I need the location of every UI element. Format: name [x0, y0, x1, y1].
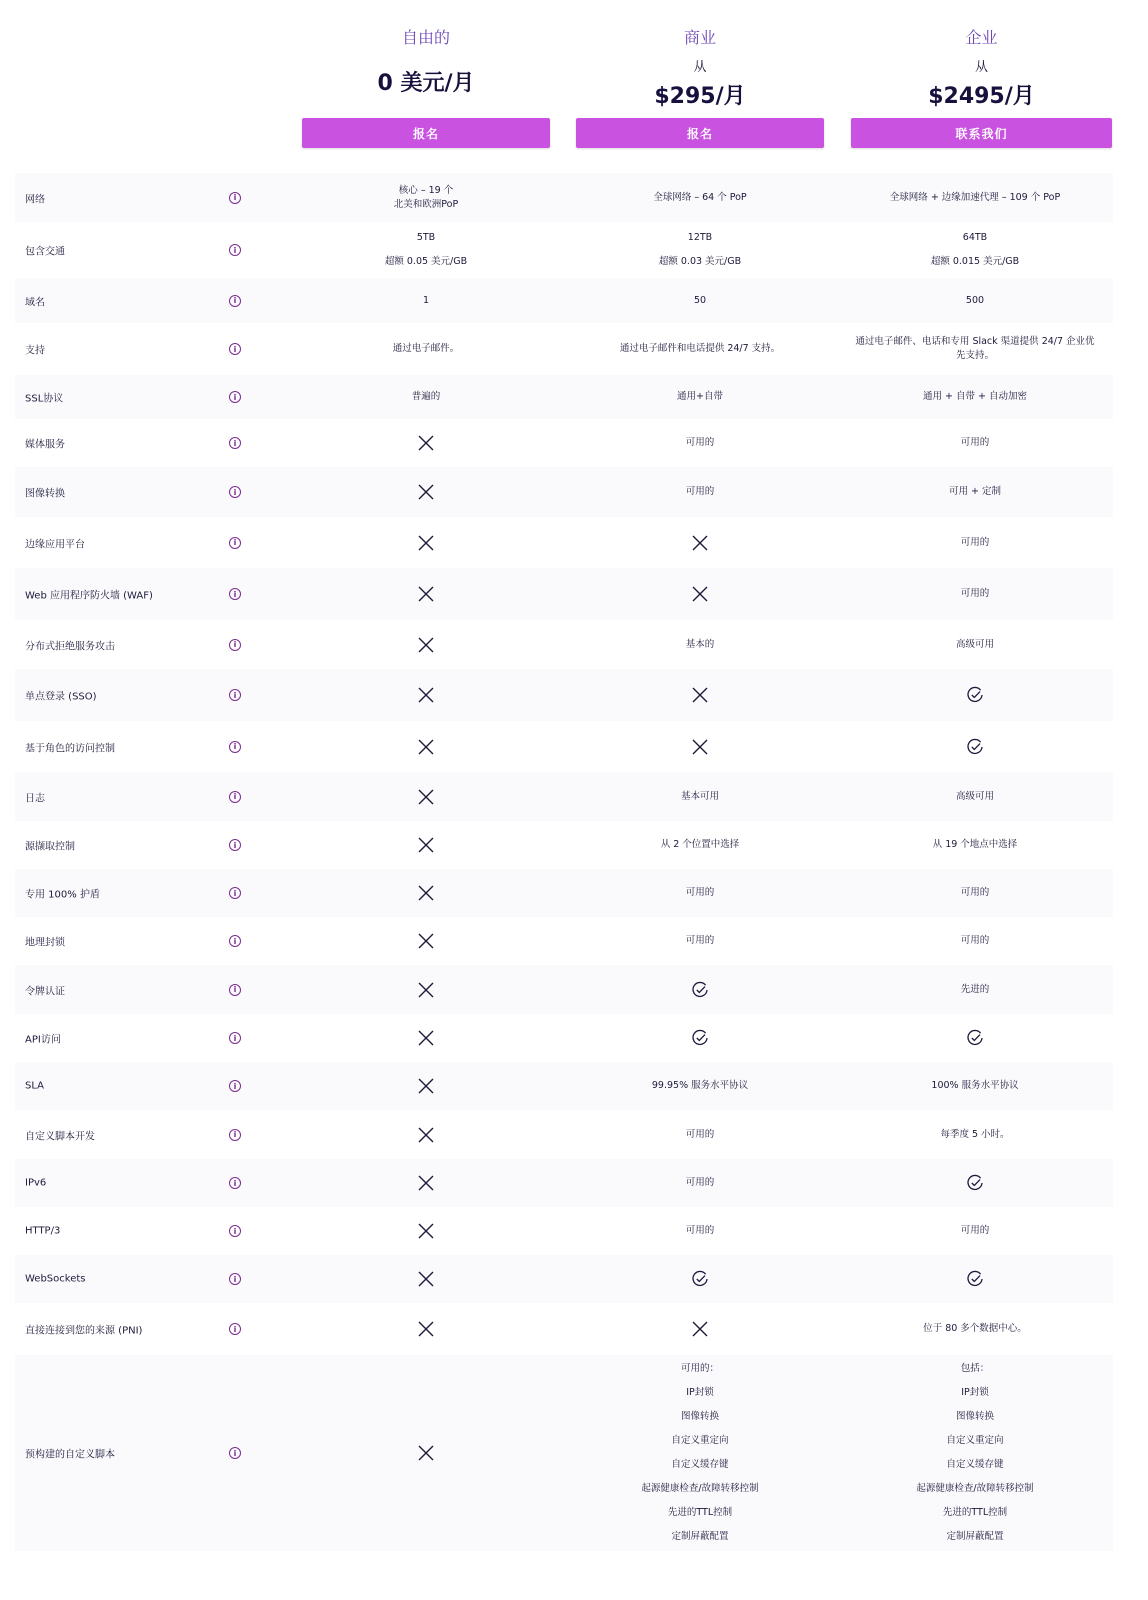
- cell-text: 50: [693, 294, 707, 306]
- plan-cell: [302, 965, 550, 1014]
- cell-text: 可用的: [685, 1128, 715, 1140]
- cross-icon: [417, 686, 435, 704]
- cross-icon: [417, 483, 435, 501]
- cross-icon: [417, 534, 435, 552]
- info-icon[interactable]: i: [229, 1273, 241, 1285]
- cell-text: 可用的: [685, 935, 715, 946]
- plan-cell: [576, 278, 824, 323]
- check-circle-icon: [966, 738, 984, 756]
- info-icon[interactable]: i: [229, 839, 241, 851]
- plan-cell: [302, 517, 550, 568]
- feature-label: 地理封锁: [25, 937, 65, 949]
- cross-icon: [417, 884, 435, 902]
- info-icon[interactable]: i: [229, 192, 241, 204]
- cell-text: 从 19 个地点中选择: [932, 839, 1018, 850]
- info-icon[interactable]: i: [229, 537, 241, 549]
- plan-cell: [845, 1159, 1105, 1207]
- table-row: [15, 1062, 1113, 1110]
- plan-name: 自由的: [401, 28, 450, 47]
- cell-text: 通过电子邮件、电话和专用 Slack 渠道提供 24/7 企业优: [855, 336, 1095, 347]
- plan-cell: [302, 821, 550, 869]
- plan-cell: [576, 419, 824, 467]
- plan-cell: [845, 568, 1105, 620]
- cross-icon: [691, 1320, 709, 1338]
- cross-icon: [691, 686, 709, 704]
- cell-text: 每季度 5 小时。: [940, 1128, 1010, 1140]
- cross-icon: [417, 1270, 435, 1288]
- table-row: [15, 375, 1113, 419]
- table-row: [15, 323, 1113, 375]
- cell-text: 可用的: [960, 536, 990, 548]
- table-row: [15, 917, 1113, 965]
- plan-cell: [302, 323, 550, 375]
- signup-button-free[interactable]: 报名: [302, 118, 550, 148]
- cell-text: 可用的: [685, 486, 715, 497]
- plan-cell: [576, 1355, 824, 1551]
- plan-cell: [845, 1014, 1105, 1062]
- info-icon[interactable]: i: [229, 1323, 241, 1335]
- plan-cell: [302, 1014, 550, 1062]
- cell-text: 图像转换: [680, 1411, 719, 1422]
- plan-cell: [576, 669, 824, 721]
- plan-cell: [576, 620, 824, 669]
- feature-label: SSL协议: [25, 393, 64, 405]
- plan-cell: [576, 721, 824, 772]
- cell-text: 先进的TTL控制: [942, 1507, 1008, 1518]
- cell-text: 自定义重定向: [946, 1435, 1004, 1446]
- check-circle-icon: [966, 1270, 984, 1288]
- cell-text: 可用的: [960, 437, 990, 448]
- plan-cell: [302, 620, 550, 669]
- plan-cell: [302, 1062, 550, 1110]
- plan-cell: [576, 917, 824, 965]
- cell-text: 起源健康检查/故障转移控制: [641, 1483, 759, 1494]
- plan-cell: [302, 1255, 550, 1303]
- table-row: [15, 222, 1113, 278]
- cell-text: 高级可用: [955, 638, 994, 650]
- cell-text: 可用的: [685, 1225, 715, 1236]
- plan-cell: [845, 1355, 1105, 1551]
- cell-text: 先进的: [960, 983, 990, 995]
- cross-icon: [417, 636, 435, 654]
- info-icon[interactable]: i: [229, 791, 241, 803]
- info-icon[interactable]: i: [229, 437, 241, 449]
- plan-free: [302, 0, 550, 160]
- plan-cell: [576, 821, 824, 869]
- cell-text: 可用的：: [680, 1363, 719, 1374]
- cell-text: 可用的: [960, 935, 990, 946]
- plan-price: $295/月: [654, 84, 746, 109]
- feature-label: 单点登录 (SSO): [25, 691, 97, 703]
- cell-text: 图像转换: [955, 1411, 994, 1422]
- info-icon[interactable]: i: [229, 1080, 241, 1092]
- cell-text: 定制屏蔽配置: [671, 1531, 729, 1542]
- plan-cell: [845, 1062, 1105, 1110]
- info-icon[interactable]: i: [229, 984, 241, 996]
- feature-label: 图像转换: [25, 488, 65, 500]
- plan-cell: [576, 1255, 824, 1303]
- cell-text: 全球网络 – 64 个 PoP: [653, 191, 747, 203]
- table-row: [15, 1303, 1113, 1355]
- feature-label: 媒体服务: [25, 439, 65, 451]
- plan-cell: [302, 669, 550, 721]
- plan-cell: [302, 1110, 550, 1159]
- plan-cell: [845, 1207, 1105, 1255]
- cell-text: 通过电子邮件。: [392, 343, 460, 354]
- table-row: [15, 419, 1113, 467]
- cell-text: 从 2 个位置中选择: [660, 839, 740, 850]
- plan-cell: [576, 173, 824, 222]
- cross-icon: [417, 981, 435, 999]
- cell-text: 超额 0.015 美元/GB: [930, 256, 1020, 267]
- cell-text: 普遍的: [411, 391, 441, 402]
- plan-cell: [845, 419, 1105, 467]
- info-icon[interactable]: i: [229, 1177, 241, 1189]
- cell-text: 通用+自带: [677, 391, 723, 402]
- plan-cell: [576, 375, 824, 419]
- contact-us-button[interactable]: 联系我们: [851, 118, 1112, 148]
- plan-cell: [302, 467, 550, 517]
- cell-text: 位于 80 多个数据中心。: [923, 1323, 1027, 1334]
- plan-price: 0 美元/月: [377, 71, 475, 96]
- cross-icon: [417, 1444, 435, 1462]
- cell-text: 先进的TTL控制: [667, 1507, 733, 1518]
- plan-cell: [302, 1207, 550, 1255]
- table-row: [15, 517, 1113, 568]
- cross-icon: [417, 932, 435, 950]
- cross-icon: [417, 434, 435, 452]
- feature-label: 令牌认证: [25, 986, 65, 997]
- plan-cell: [576, 568, 824, 620]
- plan-cell: [576, 1110, 824, 1159]
- plan-cell: [576, 772, 824, 821]
- table-row: [15, 467, 1113, 517]
- plan-name: 商业: [683, 28, 716, 47]
- cross-icon: [417, 1222, 435, 1240]
- plan-from: 从: [974, 60, 988, 75]
- plan-cell: [576, 1159, 824, 1207]
- plan-cell: [845, 669, 1105, 721]
- plan-cell: [302, 869, 550, 917]
- cell-text: 可用的: [960, 1225, 990, 1236]
- feature-label: 边缘应用平台: [25, 539, 85, 550]
- plan-cell: [576, 323, 824, 375]
- cell-text: 可用的: [685, 1177, 715, 1188]
- feature-label: 直接连接到您的来源 (PNI): [25, 1325, 143, 1337]
- plan-cell: [576, 869, 824, 917]
- table-row: [15, 1110, 1113, 1159]
- plan-cell: [302, 721, 550, 772]
- feature-label: Web 应用程序防火墙 (WAF): [25, 590, 153, 602]
- table-row: [15, 278, 1113, 323]
- plan-enterprise: [851, 0, 1112, 160]
- cell-text: 可用的: [685, 887, 715, 898]
- cell-text: 基本的: [685, 638, 715, 650]
- table-row: [15, 1207, 1113, 1255]
- check-circle-icon: [966, 1174, 984, 1192]
- plan-cell: [302, 1303, 550, 1355]
- plan-from: 从: [693, 60, 707, 75]
- plan-cell: [302, 1159, 550, 1207]
- cross-icon: [417, 1077, 435, 1095]
- table-row: [15, 568, 1113, 620]
- feature-comparison-table: [15, 173, 1113, 1551]
- table-row: [15, 669, 1113, 721]
- cell-text: 5TB: [416, 232, 436, 243]
- info-icon[interactable]: i: [229, 1032, 241, 1044]
- plan-cell: [845, 917, 1105, 965]
- cell-text: 包括：: [960, 1363, 990, 1374]
- cell-text: 定制屏蔽配置: [946, 1531, 1004, 1542]
- plan-cell: [302, 917, 550, 965]
- cell-text: 500: [965, 294, 985, 306]
- cross-icon: [417, 1126, 435, 1144]
- info-icon[interactable]: i: [229, 343, 241, 355]
- feature-label: 专用 100% 护盾: [25, 889, 100, 901]
- info-icon[interactable]: i: [229, 1225, 241, 1237]
- info-icon[interactable]: i: [229, 295, 241, 307]
- plan-cell: [576, 965, 824, 1014]
- plan-cell: [576, 467, 824, 517]
- info-icon[interactable]: i: [229, 244, 241, 256]
- plan-cell: [845, 721, 1105, 772]
- cell-text: 基本可用: [680, 790, 719, 802]
- plan-cell: [845, 821, 1105, 869]
- plan-price: $2495/月: [928, 84, 1035, 109]
- cross-icon: [417, 836, 435, 854]
- table-row: [15, 1014, 1113, 1062]
- cell-text: 北美和欧洲PoP: [393, 198, 459, 210]
- plan-cell: [845, 278, 1105, 323]
- check-circle-icon: [966, 1029, 984, 1047]
- feature-label: WebSockets: [25, 1273, 86, 1285]
- cell-text: 起源健康检查/故障转移控制: [916, 1483, 1034, 1494]
- cell-text: 自定义缓存键: [946, 1459, 1004, 1470]
- cell-text: 高级可用: [955, 790, 994, 802]
- cell-text: 可用的: [960, 887, 990, 898]
- plan-cell: [302, 278, 550, 323]
- cross-icon: [691, 738, 709, 756]
- plan-cell: [576, 222, 824, 278]
- plan-cell: [845, 1303, 1105, 1355]
- plan-cell: [845, 965, 1105, 1014]
- cross-icon: [417, 1320, 435, 1338]
- cross-icon: [417, 1029, 435, 1047]
- feature-label: 域名: [25, 297, 45, 308]
- cell-text: 可用的: [960, 588, 990, 599]
- table-row: [15, 721, 1113, 772]
- feature-label: 包含交通: [25, 246, 65, 258]
- cell-text: 100% 服务水平协议: [931, 1080, 1019, 1091]
- check-circle-icon: [691, 981, 709, 999]
- feature-label: SLA: [25, 1080, 44, 1092]
- feature-label: 分布式拒绝服务攻击: [25, 641, 115, 652]
- plan-cell: [845, 222, 1105, 278]
- feature-label: 日志: [25, 793, 45, 804]
- cross-icon: [417, 788, 435, 806]
- plan-cell: [302, 375, 550, 419]
- feature-label: 基于角色的访问控制: [25, 743, 115, 754]
- plan-cell: [845, 1110, 1105, 1159]
- plan-cell: [845, 517, 1105, 568]
- check-circle-icon: [966, 686, 984, 704]
- table-row: [15, 965, 1113, 1014]
- table-row: [15, 1255, 1113, 1303]
- table-row: [15, 173, 1113, 222]
- plan-cell: [576, 1207, 824, 1255]
- cross-icon: [417, 585, 435, 603]
- cell-text: 可用的: [685, 437, 715, 448]
- table-row: [15, 1355, 1113, 1551]
- plan-cell: [302, 173, 550, 222]
- plan-cell: [576, 1014, 824, 1062]
- cross-icon: [417, 738, 435, 756]
- check-circle-icon: [691, 1270, 709, 1288]
- cell-text: 自定义缓存键: [671, 1459, 729, 1470]
- table-row: [15, 620, 1113, 669]
- cross-icon: [417, 1174, 435, 1192]
- check-circle-icon: [691, 1029, 709, 1047]
- plan-cell: [845, 869, 1105, 917]
- cell-text: 12TB: [687, 232, 713, 243]
- info-icon[interactable]: i: [229, 741, 241, 753]
- plan-cell: [576, 1062, 824, 1110]
- cell-text: 99.95% 服务水平协议: [651, 1080, 749, 1091]
- info-icon[interactable]: i: [229, 639, 241, 651]
- info-icon[interactable]: i: [229, 935, 241, 947]
- info-icon[interactable]: i: [229, 887, 241, 899]
- cell-text: 通用 + 自带 + 自动加密: [923, 391, 1027, 402]
- cell-text: 64TB: [962, 232, 988, 243]
- table-row: [15, 1159, 1113, 1207]
- plan-cell: [845, 467, 1105, 517]
- plan-cell: [576, 1303, 824, 1355]
- cross-icon: [691, 585, 709, 603]
- plan-cell: [845, 173, 1105, 222]
- cell-text: 先支持。: [955, 350, 994, 361]
- cell-text: 超额 0.03 美元/GB: [658, 256, 742, 267]
- table-row: [15, 869, 1113, 917]
- plan-name: 企业: [965, 28, 998, 47]
- cell-text: 1: [422, 294, 430, 306]
- cell-text: IP封锁: [686, 1387, 714, 1398]
- plan-cell: [845, 772, 1105, 821]
- feature-label: API访问: [25, 1034, 61, 1046]
- info-icon[interactable]: i: [229, 486, 241, 498]
- plan-cell: [302, 222, 550, 278]
- plan-cell: [845, 375, 1105, 419]
- plan-cell: [845, 620, 1105, 669]
- plan-cell: [845, 323, 1105, 375]
- info-icon[interactable]: i: [229, 689, 241, 701]
- cross-icon: [691, 534, 709, 552]
- plan-cell: [302, 419, 550, 467]
- cell-text: 通过电子邮件和电话提供 24/7 支持。: [619, 343, 781, 354]
- plan-cell: [302, 772, 550, 821]
- info-icon[interactable]: i: [229, 1129, 241, 1141]
- cell-text: 可用 + 定制: [949, 486, 1001, 497]
- table-row: [15, 772, 1113, 821]
- info-icon[interactable]: i: [229, 588, 241, 600]
- table-row: [15, 821, 1113, 869]
- info-icon[interactable]: i: [229, 391, 241, 403]
- plan-cell: [576, 517, 824, 568]
- feature-label: HTTP/3: [25, 1225, 61, 1237]
- feature-label: IPv6: [25, 1177, 47, 1189]
- plan-business: [576, 0, 824, 160]
- cell-text: 核心 – 19 个: [398, 184, 454, 196]
- feature-label: 源撷取控制: [25, 841, 75, 853]
- plan-cell: [845, 1255, 1105, 1303]
- plan-cell: [302, 568, 550, 620]
- signup-button-business[interactable]: 报名: [576, 118, 824, 148]
- feature-label: 网络: [25, 194, 45, 205]
- cell-text: IP封锁: [961, 1387, 989, 1398]
- info-icon[interactable]: i: [229, 1447, 241, 1459]
- cell-text: 超额 0.05 美元/GB: [384, 256, 468, 267]
- cell-text: 自定义重定向: [671, 1435, 729, 1446]
- feature-label: 支持: [25, 345, 45, 357]
- cell-text: 全球网络 + 边缘加速代理 – 109 个 PoP: [889, 191, 1061, 203]
- feature-label: 自定义脚本开发: [25, 1131, 95, 1142]
- plan-cell: [302, 1355, 550, 1551]
- feature-label: 预构建的自定义脚本: [25, 1449, 115, 1461]
